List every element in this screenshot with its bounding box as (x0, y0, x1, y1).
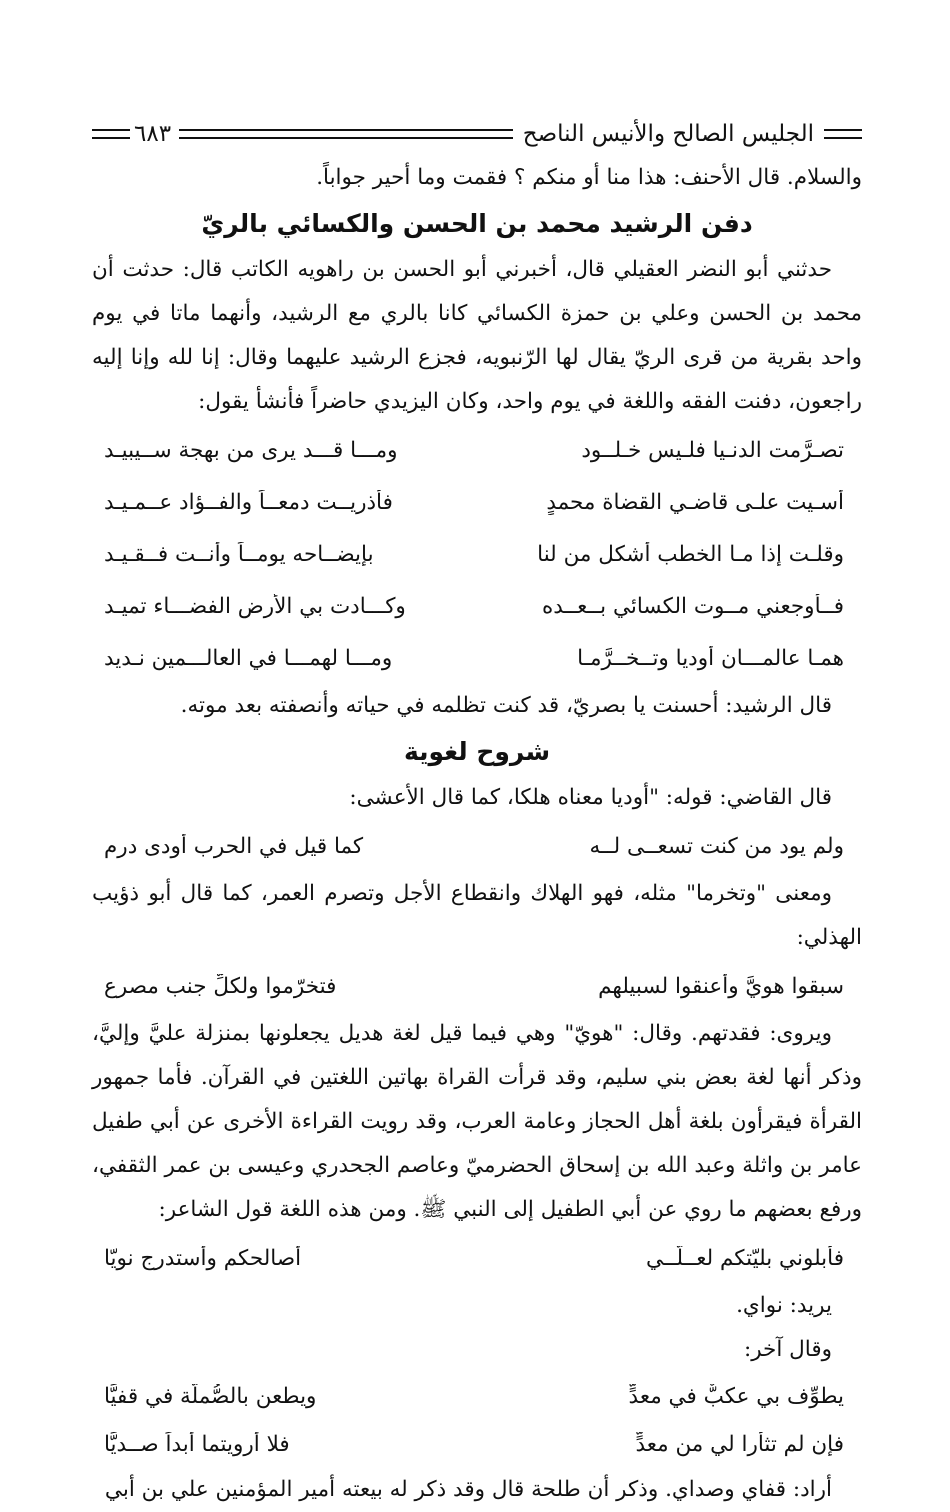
verse-line (92, 632, 862, 684)
verse-first-hemistich: يطوِّف بي عكبٌّ في معدٍّ (628, 1383, 844, 1409)
header-double-rule-right (824, 129, 862, 139)
page-body (92, 156, 862, 1512)
verse-second-hemistich: ومـــا قـــد يرى من بهجة ســيبيـد (104, 437, 398, 463)
paragraph: ومعنى "وتخرما" مثله، فهو الهلاك وانقطاع الأجل وتصرم العمر، كما قال أبو ذؤيب الهذلي: (92, 881, 862, 950)
header-double-rule (179, 129, 513, 139)
poem (92, 820, 862, 872)
verse-first-hemistich: فــأوجعني مــوت الكسائي بــعــده (542, 593, 844, 619)
running-header (92, 116, 862, 152)
verse-first-hemistich: تصـرَّمت الدنـيا فلـيس خـلــود (581, 437, 844, 463)
verse-line (92, 1420, 862, 1468)
verse-first-hemistich: فأبلوني بليّتكم لعــلّــي (645, 1245, 844, 1271)
paragraph: ويروى: فقدتهم. وقال: "هويّ" وهي فيما قيل لغة هديل يجعلونها بمنزلة عليَّ وإليَّ، وذكر أنها لغة بعض بني سليم، وقد قرأت القراة بهاتين اللغتين في القرآن. فأما جمهور القرأة فيقرأون بلغة أهل الحجاز وعامة العرب، وقد رويت القراءة الأخرى عن أبي طفيل عامر بن واثلة وعبد الله بن إسحاق الحضرميّ وعاصم الجحدري وعيسى بن عمر الثقفي، ورفع بعضهم ما روي عن أبي الطفيل إلى النبي ﷺ. ومن هذه اللغة قول الشاعر: (92, 1021, 862, 1222)
verse-first-hemistich: سبقوا هويَّ وأعنقوا لسبيلهم (598, 973, 844, 999)
verse-line (92, 820, 862, 872)
header-double-rule-left (92, 129, 130, 139)
poem (92, 1372, 862, 1468)
verse-line (92, 960, 862, 1012)
paragraph: أراد: قفاي وصداي. وذكر أن طلحة قال وقد ذكر له بيعته أمير المؤمنين علي بن أبي (104, 1477, 832, 1502)
verse-second-hemistich: ويطعن بالصُّملّة في قفيًّا (104, 1383, 317, 1409)
verse-second-hemistich: فلا أرويتما أبداً صــديًّا (104, 1431, 290, 1457)
paragraph: حدثني أبو النضر العقيلي قال، أخبرني أبو الحسن بن راهويه الكاتب قال: حدثت أن محمد بن الحسن وعلي بن حمزة الكسائي كانا بالري مع الرشيد، وأنهما ماتا في يوم واحد بقرية من قرى الريّ يقال لها الرّنبويه، فجزع الرشيد عليهما وقال: إنا لله وإنا إليه راجعون، دفنت الفقه واللغة في يوم واحد، وكان اليزيدي حاضراً فأنشأ يقول: (92, 257, 862, 414)
poem (92, 1232, 862, 1284)
paragraph: قال الرشيد: أحسنت يا بصريّ، قد كنت تظلمه في حياته وأنصفته بعد موته. (180, 693, 832, 718)
verse-second-hemistich: وكـــادت بي الأرض الفضـــاء تميـد (104, 593, 406, 619)
verse-line (92, 528, 862, 580)
verse-first-hemistich: وقلـت إذا مـا الخطب أشكل من لنا (537, 541, 844, 567)
section-heading: شروح لغوية (403, 737, 551, 766)
poem (92, 424, 862, 684)
verse-second-hemistich: كما قيل في الحرب أودى درم (104, 833, 364, 859)
page-number: ٦٨٣ (134, 121, 172, 147)
verse-line (92, 424, 862, 476)
verse-line (92, 1372, 862, 1420)
poem (92, 960, 862, 1012)
paragraph: قال القاضي: قوله: "أوديا معناه هلكا، كما قال الأعشى: (349, 785, 832, 810)
verse-line (92, 580, 862, 632)
paragraph: يريد: نواي. (736, 1293, 832, 1318)
verse-first-hemistich: همـا عالمـــان أوديا وتــخــرَّمـا (577, 645, 844, 671)
book-title: الجليس الصالح والأنيس الناصح (522, 121, 814, 147)
verse-second-hemistich: بإيضــاحه يومــاً وأنــت فــقـيـد (104, 541, 374, 567)
verse-first-hemistich: ولم يود من كنت تسعــى لــه (589, 833, 844, 859)
paragraph: وقال آخر: (743, 1337, 832, 1362)
verse-second-hemistich: أصالحكم وأستدرج نويّا (104, 1245, 302, 1271)
verse-first-hemistich: فإن لم تثأرا لي من معدٍّ (635, 1431, 844, 1457)
verse-line (92, 1232, 862, 1284)
verse-second-hemistich: ومـــا لهمـــا في العالـــمين نـديد (104, 645, 393, 671)
verse-first-hemistich: أسـيت علـى قاضـي القضاة محمدٍ (546, 489, 844, 515)
verse-second-hemistich: فأذريــت دمعــاً والفــؤاد عــمـيـد (104, 489, 393, 515)
paragraph: والسلام. قال الأحنف: هذا منا أو منكم ؟ فقمت وما أحير جواباً. (316, 165, 862, 190)
verse-second-hemistich: فتخرّموا ولكلِّ جنب مصرع (104, 973, 337, 999)
verse-line (92, 476, 862, 528)
section-heading: دفن الرشيد محمد بن الحسن والكسائي بالريّ (201, 209, 753, 238)
